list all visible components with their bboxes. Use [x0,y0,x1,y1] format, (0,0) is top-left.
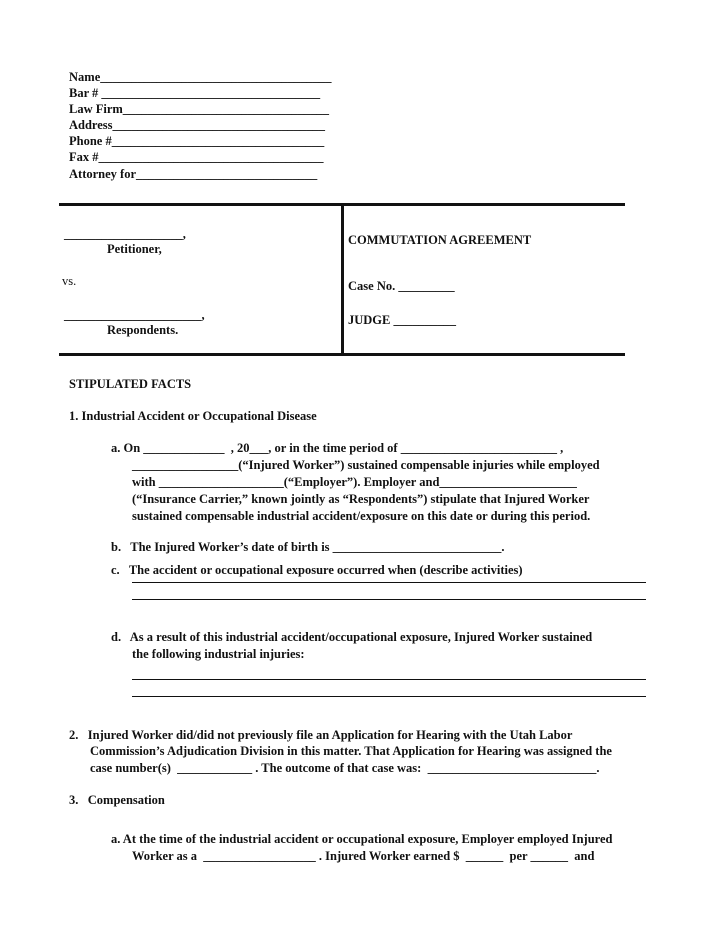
item1-heading: 1. Industrial Accident or Occupational Disease [69,409,317,423]
document-title: COMMUTATION AGREEMENT [348,233,532,247]
attorney-name-field[interactable]: Name_____________________________________ [69,70,332,84]
attorney-address-field[interactable]: Address__________________________________ [69,118,326,132]
petitioner-blank[interactable]: ___________________, [64,227,186,241]
item-d-line-1: d. As a result of this industrial accident/occupational exposure, Injured Worker sustained [111,630,593,644]
item-a-line-5: sustained compensable industrial accident/exposure on this date or during this period. [132,509,591,523]
item3a-line-1: a. At the time of the industrial accident or occupational exposure, Employer employed Injured [111,832,613,846]
petitioner-label: Petitioner, [107,242,162,256]
item-d-answer-line-1[interactable] [132,679,646,680]
item-a-line-1[interactable]: a. On _____________ , 20___, or in the time period of _________________________ , [111,441,564,455]
versus-label: vs. [62,274,77,288]
item-d-answer-line-2[interactable] [132,696,646,697]
item-a-line-4: (“Insurance Carrier,” known jointly as “Respondents”) stipulate that Injured Worker [132,492,590,506]
item-d-line-2: the following industrial injuries: [132,647,305,661]
respondents-blank[interactable]: ______________________, [64,308,205,322]
judge-field[interactable]: JUDGE __________ [348,313,456,327]
attorney-fax-field[interactable]: Fax #____________________________________ [69,150,324,164]
item-b[interactable]: b. The Injured Worker’s date of birth is ___________________________. [111,540,505,554]
item3a-line-2[interactable]: Worker as a __________________ . Injured Worker earned $ ______ per ______ and [132,849,595,863]
attorney-law-firm-field[interactable]: Law Firm_________________________________ [69,102,330,116]
item-c-answer-line-2[interactable] [132,599,646,600]
item-a-line-2[interactable]: _________________(“Injured Worker”) sustained compensable injuries while employed [132,458,600,472]
item-c-answer-line-1[interactable] [132,582,646,583]
caption-bottom-rule [59,353,625,356]
item2-line-2: Commission’s Adjudication Division in this matter. That Application for Hearing was assigned the [90,744,612,758]
item2-line-3[interactable]: case number(s) ____________ . The outcome of that case was: ___________________________. [90,761,600,775]
attorney-bar-field[interactable]: Bar # ___________________________________ [69,86,321,100]
caption-divider [341,205,344,353]
case-number-field[interactable]: Case No. _________ [348,279,455,293]
attorney-for-field[interactable]: Attorney for_____________________________ [69,167,318,181]
item-a-line-3[interactable]: with ____________________(“Employer”). Employer and______________________ [132,475,577,489]
respondents-label: Respondents. [107,323,179,337]
item-c: c. The accident or occupational exposure occurred when (describe activities) [111,563,523,577]
item3-heading: 3. Compensation [69,793,165,807]
item2-line-1: 2. Injured Worker did/did not previously file an Application for Hearing with the Utah Labor [69,728,573,742]
attorney-phone-field[interactable]: Phone #__________________________________ [69,134,325,148]
stipulated-facts-heading: STIPULATED FACTS [69,377,192,391]
